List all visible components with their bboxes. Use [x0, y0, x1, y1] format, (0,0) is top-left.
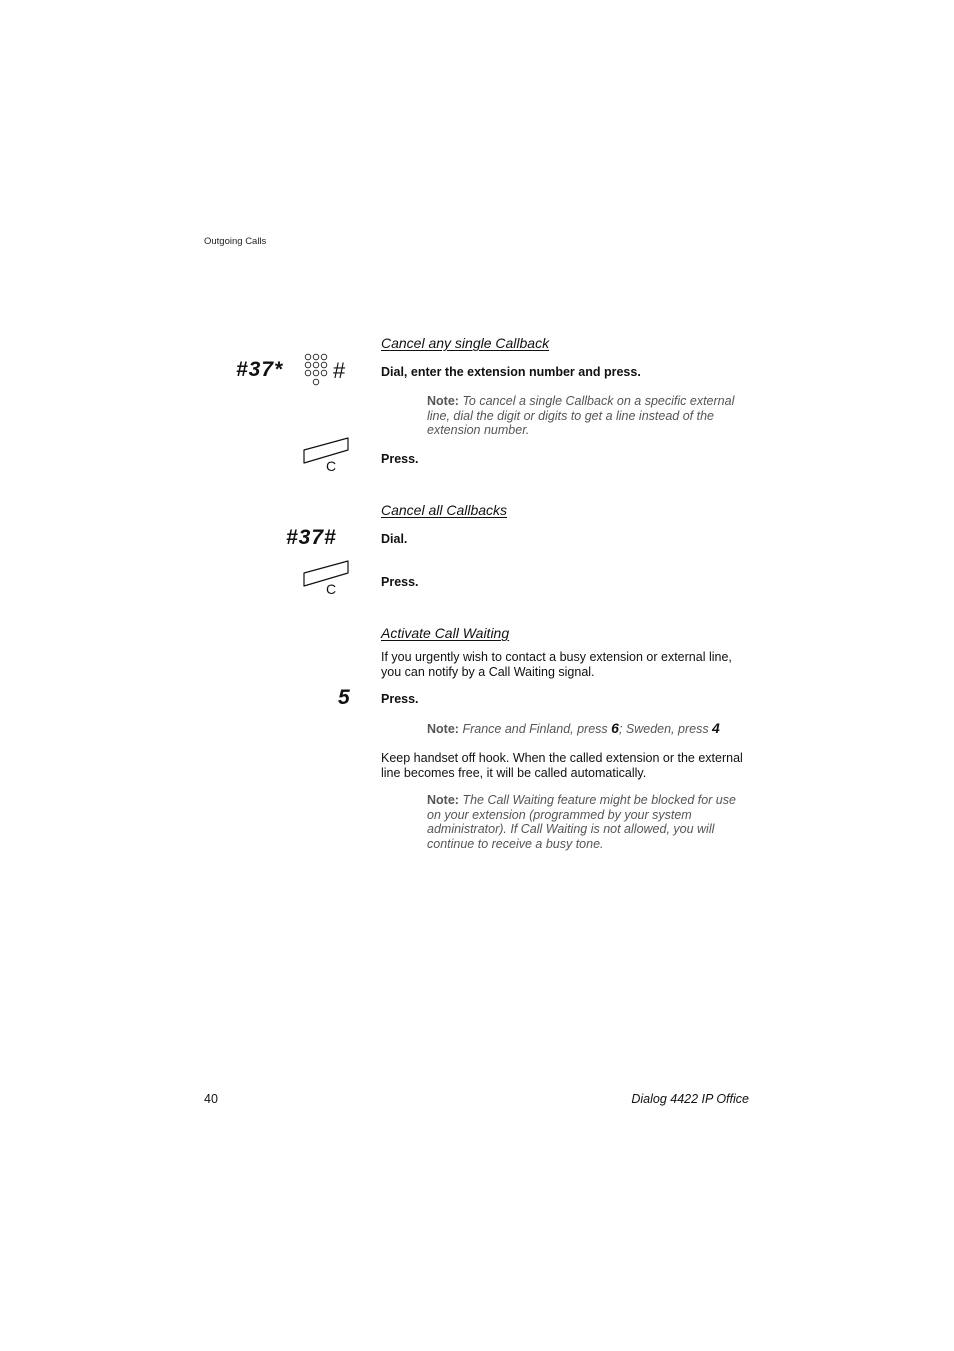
instruction-press-3: Press.	[381, 692, 419, 706]
dial-code-cancel-single	[236, 358, 283, 382]
paragraph-keep-off-hook: Keep handset off hook. When the called extension or the external line becomes free, it will be called automatically.	[381, 751, 743, 780]
product-name: Dialog 4422 IP Office	[631, 1092, 749, 1106]
dial-code-prefix: #37*	[236, 358, 284, 381]
dial-code-suffix: #	[333, 358, 347, 383]
heading-cancel-all-callbacks: Cancel all Callbacks	[381, 502, 508, 518]
instruction-dial: Dial.	[381, 532, 408, 546]
note-call-waiting-blocked: Note: The Call Waiting feature might be blocked for use on your extension (programmed by your system administrator). If Call Waiting is not allowed, you will continue to receive a busy tone.	[427, 793, 736, 851]
dial-code-cancel-all: #37#	[286, 526, 337, 549]
note-cancel-single: Note: To cancel a single Callback on a specific external line, dial the digit or digits to get a line instead of the extension number.	[427, 394, 735, 437]
keypad-icon	[302, 353, 330, 389]
heading-activate-call-waiting: Activate Call Waiting	[381, 625, 510, 641]
note-country-keys: Note: France and Finland, press 6; Sweden, press 4	[427, 720, 720, 736]
instruction-dial-enter-press: Dial, enter the extension number and press.	[381, 365, 641, 379]
digit-key-5: 5	[338, 686, 351, 709]
clear-key-label: C	[326, 458, 337, 474]
page-number: 40	[204, 1092, 218, 1106]
running-header: Outgoing Calls	[204, 236, 267, 247]
clear-key-label: C	[326, 581, 337, 597]
instruction-press-1: Press.	[381, 452, 419, 466]
heading-cancel-single-callback: Cancel any single Callback	[381, 335, 550, 351]
instruction-press-2: Press.	[381, 575, 419, 589]
paragraph-call-waiting-intro: If you urgently wish to contact a busy extension or external line, you can notify by a Call Waiting signal.	[381, 650, 732, 679]
